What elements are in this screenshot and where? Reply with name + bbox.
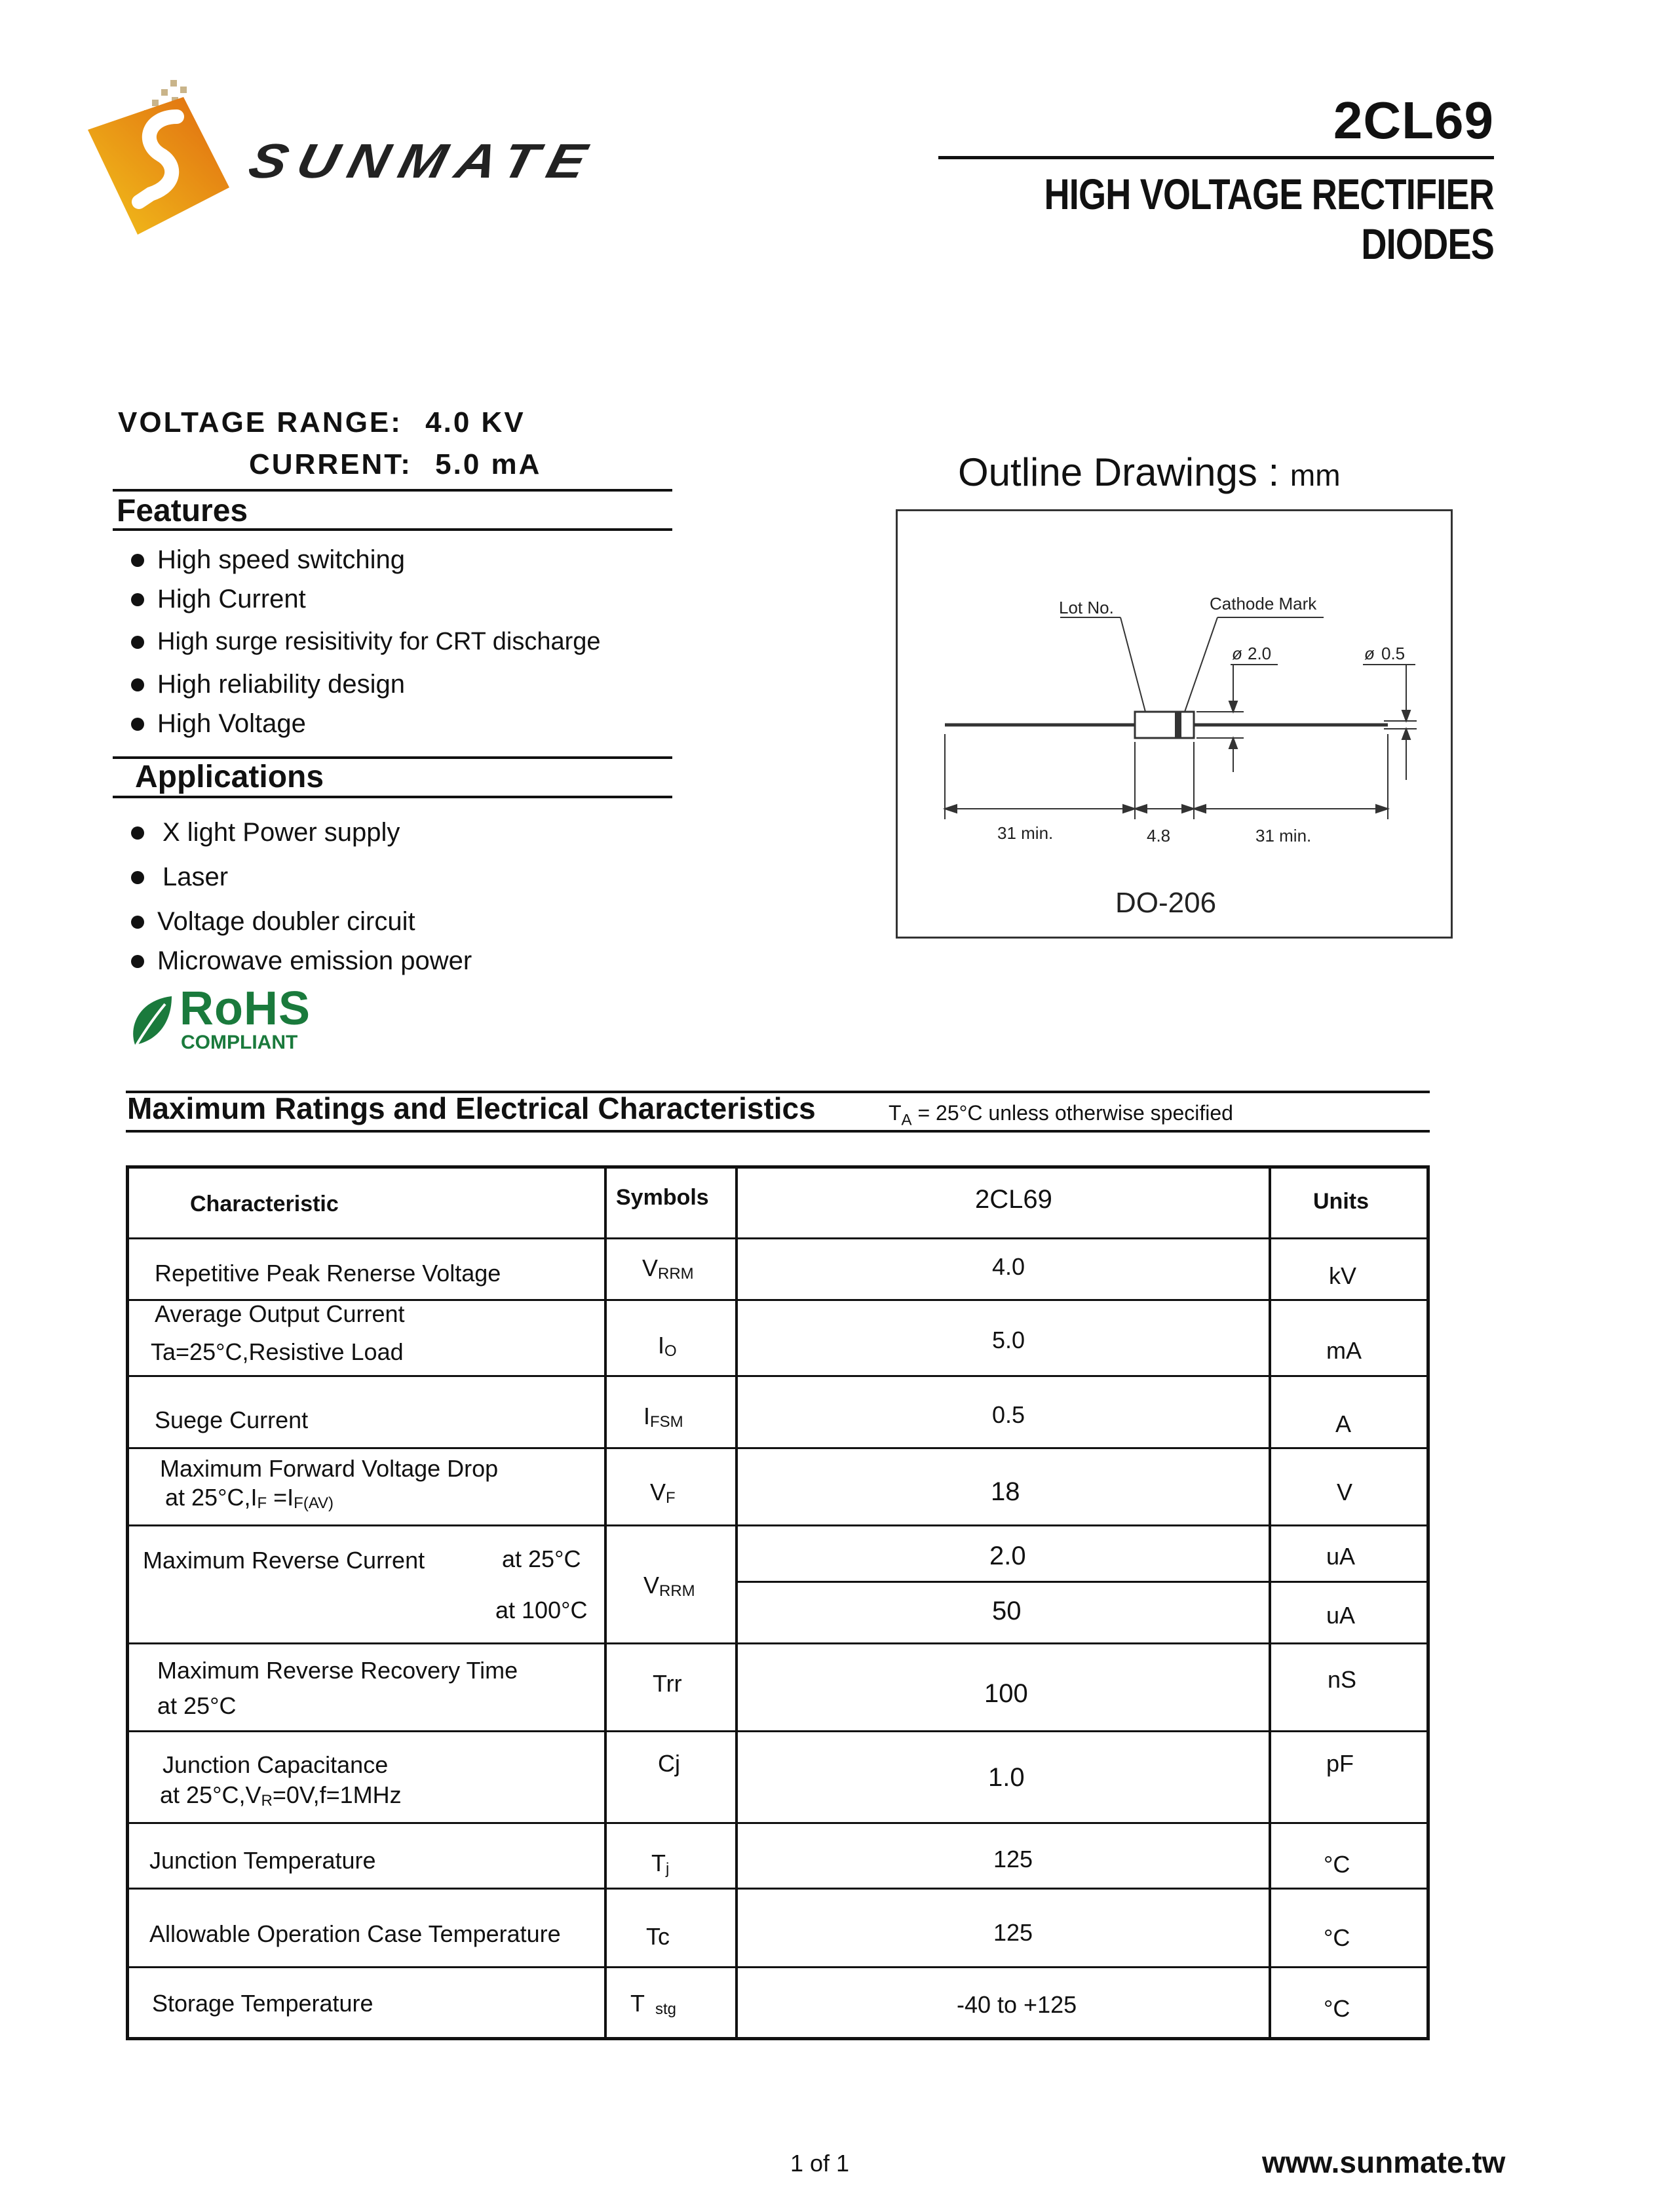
row-divider: [126, 1375, 1430, 1377]
row-io-condition: Ta=25°C,Resistive Load: [151, 1338, 404, 1365]
row-divider: [126, 1822, 1430, 1824]
row-io-symbol: $I_O$: [658, 1332, 677, 1360]
bullet-icon: [131, 678, 144, 691]
row-tc-symbol: Tc: [646, 1923, 670, 1950]
row-tstg-unit: °C: [1324, 1995, 1350, 2022]
current-label: CURRENT:: [249, 448, 412, 480]
feature-item: High surge resisitivity for CRT discharge: [131, 628, 601, 656]
row-ir-value-25: 2.0: [989, 1542, 1026, 1570]
row-ir-cond-100: at 100°C: [495, 1597, 588, 1623]
body-length: 4.8: [1147, 826, 1171, 845]
rohs-text: RoHS: [180, 982, 311, 1035]
row-ir-symbol: $V_{RRM}$: [643, 1572, 695, 1600]
voltage-range: [118, 406, 526, 439]
bullet-icon: [131, 871, 144, 884]
row-vf-value: 18: [991, 1477, 1020, 1506]
row-io-value: 5.0: [992, 1327, 1025, 1353]
ratings-table: [126, 1165, 1430, 2040]
row-io-char: Average Output Current: [155, 1300, 405, 1327]
outline-drawing: [896, 509, 1453, 939]
row-tc-char: Allowable Operation Case Temperature: [149, 1920, 561, 1947]
applications-title: Applications: [135, 760, 324, 794]
applications-bottom-rule: [113, 796, 672, 798]
rohs-compliant: COMPLIANT: [181, 1032, 298, 1053]
current-rating: [249, 448, 541, 481]
header-divider: [938, 156, 1494, 159]
features-bottom-rule: [113, 528, 672, 531]
row-tstg-char: Storage Temperature: [152, 1990, 373, 2017]
row-ir-char: Maximum Reverse Current: [143, 1547, 425, 1574]
feature-item: High Current: [131, 585, 306, 614]
diameter-icon: ø: [1232, 644, 1242, 663]
row-vrrm-unit: kV: [1329, 1262, 1357, 1289]
ratings-title: Maximum Ratings and Electrical Characteristics: [127, 1091, 816, 1125]
row-io-unit: mA: [1326, 1337, 1362, 1364]
lead-diameter-label: 0.5: [1381, 644, 1406, 663]
bullet-icon: [131, 593, 144, 606]
lead-right-length: 31 min.: [1255, 826, 1312, 845]
row-cj-value: 1.0: [988, 1763, 1025, 1792]
row-tj-char: Junction Temperature: [149, 1847, 376, 1874]
website-link[interactable]: www.sunmate.tw: [1262, 2145, 1506, 2179]
application-item: Voltage doubler circuit: [131, 907, 415, 937]
row-tj-symbol: $T_j$: [651, 1850, 670, 1878]
bullet-icon: [131, 554, 144, 567]
ratings-condition: $T_A = 25^\circ C$ unless otherwise specified: [889, 1101, 1233, 1129]
row-tj-unit: °C: [1324, 1851, 1350, 1878]
ratings-bottom-rule: [126, 1130, 1430, 1133]
row-trr-char: Maximum Reverse Recovery Time: [157, 1657, 518, 1684]
row-divider: [126, 1447, 1430, 1449]
current-value: 5.0 mA: [435, 448, 542, 480]
row-ifsm-unit: A: [1335, 1410, 1352, 1437]
feature-item: High speed switching: [131, 545, 405, 575]
row-divider: [735, 1581, 1430, 1583]
row-divider: [126, 1237, 1430, 1239]
brand-wordmark: SUNMATE: [243, 134, 603, 188]
rohs-badge: [126, 982, 322, 1060]
header-units: Units: [1313, 1189, 1369, 1214]
bullet-icon: [131, 916, 144, 929]
features-top-rule: [113, 489, 672, 492]
row-divider: [126, 1966, 1430, 1968]
row-vrrm-char: Repetitive Peak Renerse Voltage: [155, 1260, 501, 1287]
row-vf-symbol: $V_F$: [650, 1479, 676, 1507]
outline-title: Outline Drawings : mm: [958, 450, 1341, 494]
lead-left-length: 31 min.: [997, 823, 1054, 843]
row-vrrm-symbol: $V_{RRM}$: [642, 1254, 694, 1283]
row-divider: [126, 1642, 1430, 1644]
row-cj-condition: at $25^\circ C,V_R=0V,f=1MHz$: [160, 1781, 402, 1810]
features-title: Features: [117, 494, 248, 528]
diode-drawing: [898, 511, 1451, 937]
row-tstg-value: -40 to +125: [957, 1991, 1077, 2018]
col-divider: [1269, 1165, 1271, 2040]
row-tc-unit: °C: [1324, 1924, 1350, 1951]
table-bottom-rule: [126, 2037, 1430, 2040]
application-item: X light Power supply: [131, 818, 400, 847]
outline-unit: mm: [1290, 458, 1341, 492]
row-tc-value: 125: [993, 1919, 1033, 1946]
row-ir-unit-25: uA: [1326, 1543, 1356, 1570]
row-ir-value-100: 50: [992, 1597, 1022, 1625]
leaf-icon: [126, 994, 178, 1059]
bullet-icon: [131, 718, 144, 731]
body-diameter-label: 2.0: [1248, 644, 1272, 663]
row-ir-unit-100: uA: [1326, 1602, 1356, 1629]
row-divider: [126, 1524, 1430, 1526]
row-vrrm-value: 4.0: [992, 1253, 1025, 1280]
row-divider: [126, 1888, 1430, 1890]
bullet-icon: [131, 955, 144, 968]
row-ifsm-value: 0.5: [992, 1401, 1025, 1428]
application-item: Microwave emission power: [131, 946, 472, 976]
header-model: 2CL69: [975, 1185, 1052, 1214]
row-cj-symbol: Cj: [658, 1750, 680, 1777]
header-symbols: Symbols: [616, 1185, 709, 1210]
col-divider: [735, 1165, 738, 2040]
diameter-icon: ø: [1364, 644, 1375, 663]
row-trr-value: 100: [984, 1679, 1028, 1708]
page-number: 1 of 1: [790, 2150, 850, 2177]
row-trr-symbol: Trr: [653, 1670, 682, 1697]
logo: [79, 71, 603, 241]
bullet-icon: [131, 636, 144, 649]
bullet-icon: [131, 826, 144, 840]
col-divider: [604, 1165, 607, 2040]
row-tstg-symbol: T $_{stg}$: [630, 1990, 677, 2018]
part-number: 2CL69: [1333, 91, 1494, 149]
feature-item: High Voltage: [131, 709, 306, 739]
row-vf-unit: V: [1337, 1479, 1353, 1505]
product-subtitle: HIGH VOLTAGE RECTIFIER DIODES: [1044, 170, 1494, 268]
row-cj-unit: pF: [1326, 1750, 1354, 1777]
row-divider: [126, 1730, 1430, 1732]
voltage-label: VOLTAGE RANGE:: [118, 406, 402, 438]
voltage-value: 4.0 KV: [425, 406, 526, 438]
row-vf-condition: at $25^\circ C,I_F =I_{F(AV)}$: [165, 1484, 334, 1512]
feature-item: High reliability design: [131, 670, 405, 699]
row-trr-unit: nS: [1328, 1666, 1357, 1693]
lot-no-label: Lot No.: [1059, 598, 1114, 617]
row-tj-value: 125: [993, 1846, 1033, 1872]
row-ifsm-symbol: $I_{FSM}$: [643, 1403, 683, 1431]
cathode-mark-label: Cathode Mark: [1210, 594, 1317, 613]
header-characteristic: Characteristic: [190, 1192, 339, 1216]
row-trr-condition: at 25°C: [157, 1692, 237, 1719]
row-vf-char: Maximum Forward Voltage Drop: [160, 1455, 499, 1482]
row-cj-char: Junction Capacitance: [163, 1751, 389, 1778]
application-item: Laser: [131, 863, 228, 892]
row-ir-cond-25: at 25°C: [502, 1545, 581, 1572]
package-name: DO-206: [1115, 887, 1217, 919]
row-ifsm-char: Suege Current: [155, 1407, 309, 1433]
